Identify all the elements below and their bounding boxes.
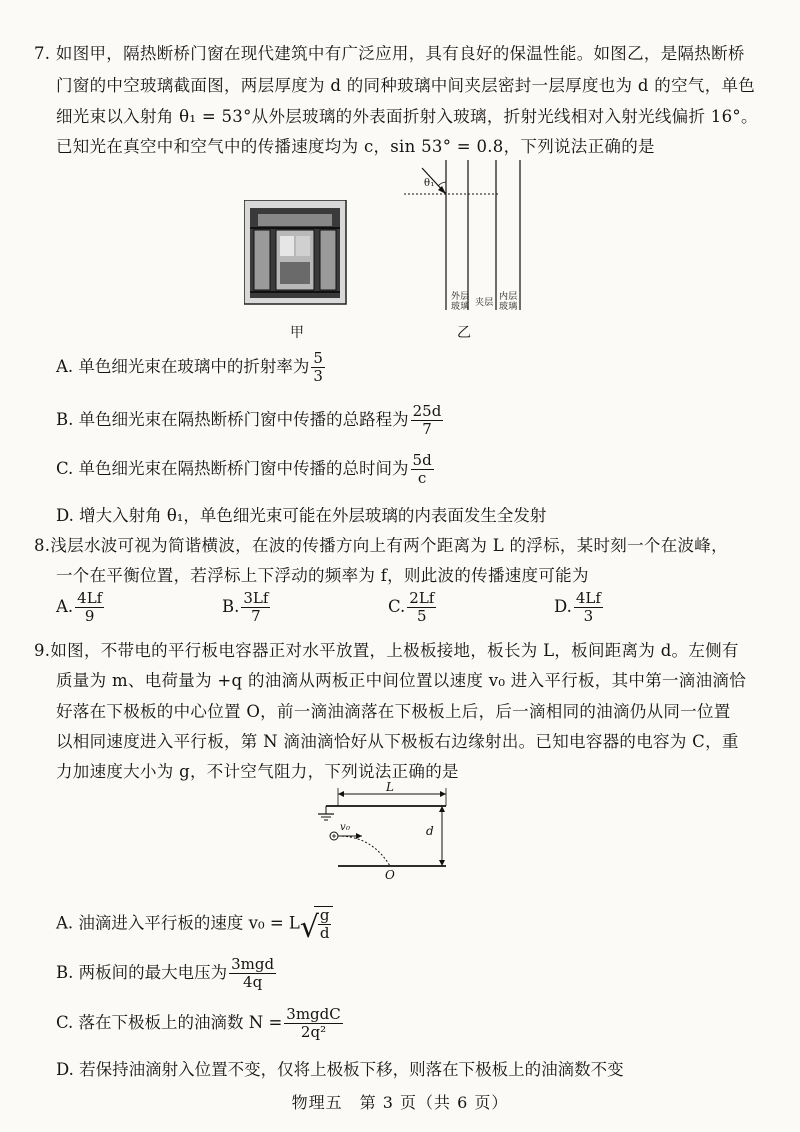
- capacitor-d-label: d: [426, 824, 434, 838]
- capacitor-L-label: L: [386, 780, 395, 794]
- q9-option-a: A. 油滴进入平行板的速度 v₀ = L √ $\frac{g}{d}$: [56, 906, 333, 942]
- q9-line5: 力加速度大小为 g，不计空气阻力，下列说法正确的是: [56, 762, 459, 781]
- layer-middle-label: 夹层: [475, 298, 494, 308]
- q7-option-b: B. 单色细光束在隔热断桥门窗中传播的总路程为 $\frac{25d}{7}$: [56, 402, 442, 438]
- q7-line3: 细光束以入射角 θ₁ = 53°从外层玻璃的外表面折射入玻璃，折射光线相对入射光线偏折 16°。: [56, 107, 758, 126]
- q8-option-c: C. $\frac{2Lf}{5}$: [388, 589, 435, 625]
- figure-jia-photo: [244, 200, 354, 320]
- q8-option-a: A. $\frac{4Lf}{9}$: [56, 589, 103, 625]
- q7-number: 7.: [34, 44, 51, 63]
- q9-option-b: B. 两板间的最大电压为 $\frac{\text{3mgd}}{4q}$: [56, 955, 275, 991]
- q7-line2: 门窗的中空玻璃截面图，两层厚度为 d 的同种玻璃中间夹层密封一层厚度也为 d 的空气，单色: [56, 76, 756, 95]
- q7-option-c: C. 单色细光束在隔热断桥门窗中传播的总时间为 $\frac{5d}{c}$: [56, 451, 432, 487]
- figure-yi-label: 乙: [457, 325, 472, 341]
- capacitor-v0-label: v₀: [340, 822, 351, 833]
- q8-option-d: D. $\frac{4Lf}{3}$: [554, 589, 601, 625]
- q9-line3: 好落在下极板的中心位置 O，前一滴油滴落在下极板上后，后一滴相同的油滴仍从同一位置: [56, 702, 731, 721]
- layer-inner-label: 内层 玻璃: [499, 292, 518, 312]
- page-footer: 物理五 第 3 页（共 6 页）: [291, 1093, 509, 1112]
- q9-line1: 9.如图，不带电的平行板电容器正对水平放置，上极板接地，板长为 L，板间距离为 d。左侧有: [34, 641, 739, 660]
- theta-label: θ₁: [424, 178, 435, 189]
- q7-line1: [34, 40, 745, 64]
- q7-option-a: A. 单色细光束在玻璃中的折射率为 $\frac{5}{3}$: [56, 349, 323, 385]
- figure-jia-label: 甲: [290, 325, 305, 341]
- q9-option-d: D. 若保持油滴射入位置不变，仅将上极板下移，则落在下极板上的油滴数不变: [56, 1060, 624, 1079]
- q8-line1: 8.浅层水波可视为简谐横波，在波的传播方向上有两个距离为 L 的浮标，某时刻一个在波峰，: [34, 536, 728, 555]
- capacitor-O-label: O: [385, 868, 396, 882]
- layer-outer-label: 外层 玻璃: [451, 292, 470, 312]
- capacitor-diagram: [310, 784, 470, 880]
- q8-option-b: B. $\frac{3Lf}{7}$: [222, 589, 269, 625]
- q9-line2: 质量为 m、电荷量为 +q 的油滴从两板正中间位置以速度 v₀ 进入平行板，其中第一滴油滴恰: [56, 671, 746, 690]
- q7-line4: 已知光在真空中和空气中的传播速度均为 c，sin 53° = 0.8，下列说法正确的是: [56, 137, 655, 156]
- q9-option-c: C. 落在下极板上的油滴数 N = $\frac{\text{3mgdC}}{\text{2q²}}$: [56, 1005, 341, 1041]
- q7-text1: 如图甲，隔热断桥门窗在现代建筑中有广泛应用，具有良好的保温性能。如图乙，是隔热断桥: [55, 44, 745, 63]
- q9-line4: 以相同速度进入平行板，第 N 滴油滴恰好从下极板右边缘射出。已知电容器的电容为 C，重: [56, 732, 739, 751]
- q7-option-d: D. 增大入射角 θ₁，单色细光束可能在外层玻璃的内表面发生全发射: [56, 506, 547, 525]
- q8-line2: 一个在平衡位置，若浮标上下浮动的频率为 f，则此波的传播速度可能为: [56, 566, 589, 585]
